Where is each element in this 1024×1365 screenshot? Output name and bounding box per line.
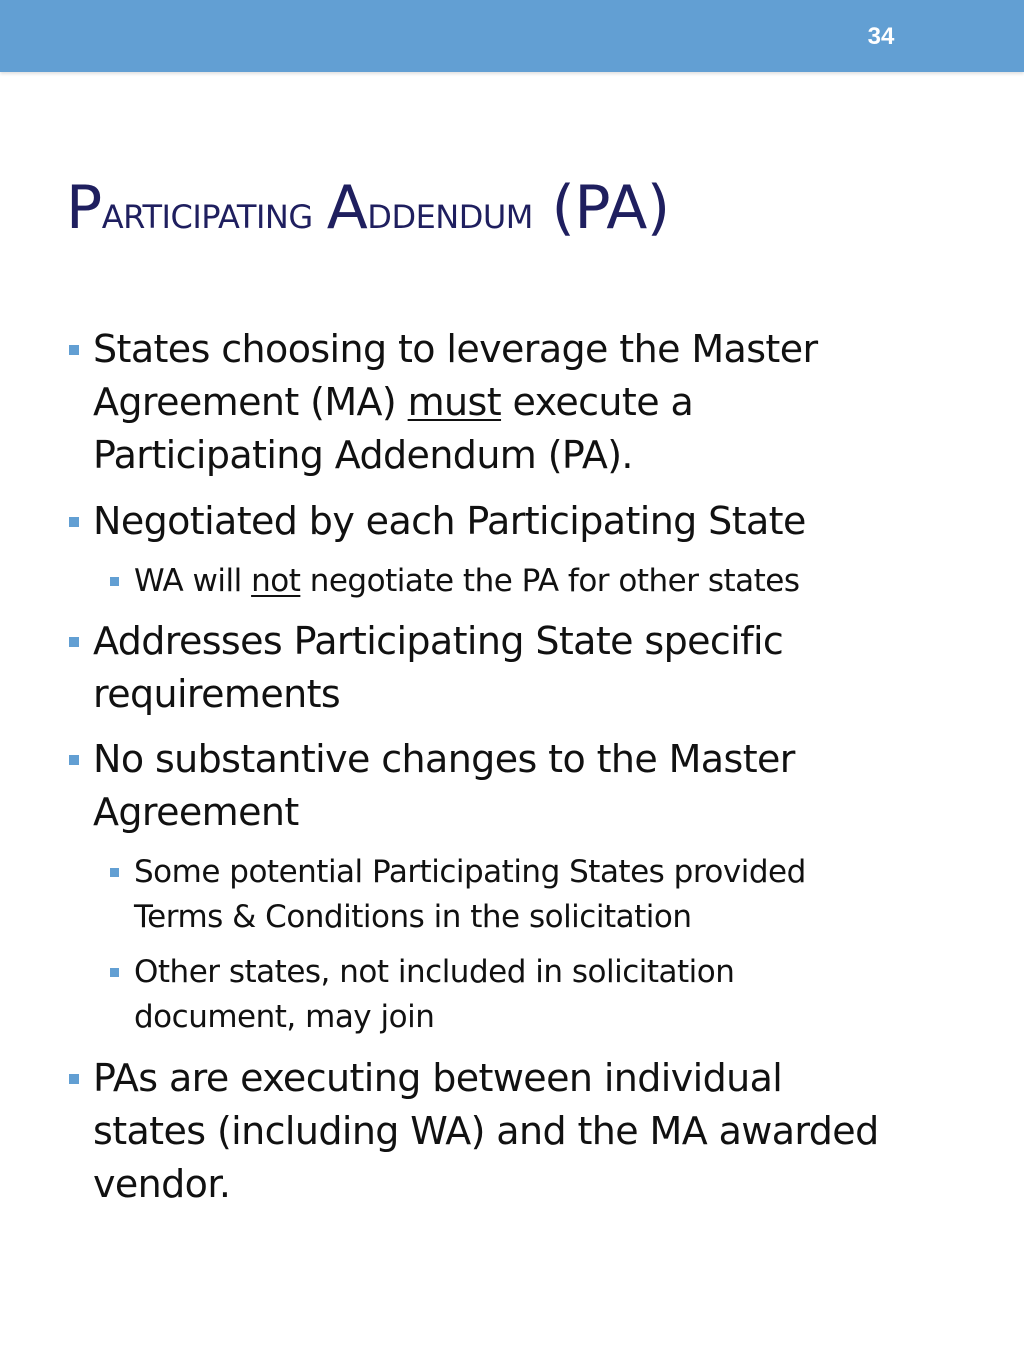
bullet-line: Other states, not included in solicitation: [134, 954, 735, 990]
title-initial-a: A: [326, 173, 368, 243]
title-word-participating: articipating: [101, 185, 313, 239]
bullet-line: Agreement: [93, 790, 299, 834]
square-bullet-icon: [110, 868, 119, 877]
underlined-word: must: [407, 380, 502, 424]
bullet-line: states (including WA) and the MA awarded: [93, 1109, 879, 1153]
square-bullet-icon: [110, 577, 119, 586]
slide-number: 34: [867, 23, 895, 50]
title-word-addendum: ddendum: [367, 185, 533, 239]
bullet-line: States choosing to leverage the Master: [93, 327, 818, 371]
bullet-line: requirements: [93, 672, 341, 716]
bullet-line: No substantive changes to the Master: [93, 737, 795, 781]
bullet-text: [93, 1052, 879, 1211]
bullet-line: vendor.: [93, 1162, 231, 1206]
bullet-line: [93, 376, 818, 429]
bullet-text: [93, 733, 795, 839]
title-space: [313, 185, 327, 239]
underlined-word: not: [251, 563, 301, 599]
slide-title: [66, 168, 986, 252]
text-segment: Agreement (MA): [93, 380, 408, 424]
bullet-line: Some potential Participating States provided: [134, 854, 806, 890]
square-bullet-icon: [110, 968, 119, 977]
bullet-line: Participating Addendum (PA).: [93, 433, 633, 477]
text-segment: WA will: [134, 563, 252, 599]
text-segment: negotiate the PA for other states: [300, 563, 800, 599]
bullet-line: Terms & Conditions in the solicitation: [134, 899, 692, 935]
header-bar: [0, 0, 1024, 72]
title-suffix-pa: (PA): [532, 173, 670, 243]
bullet-line: document, may join: [134, 999, 435, 1035]
square-bullet-icon: [69, 755, 79, 765]
square-bullet-icon: [69, 637, 79, 647]
square-bullet-icon: [69, 345, 79, 355]
bullet-line: PAs are executing between individual: [93, 1056, 783, 1100]
bullet-line: Negotiated by each Participating State: [93, 499, 806, 543]
sub-bullet-text: [134, 850, 806, 940]
square-bullet-icon: [69, 1074, 79, 1084]
text-segment: execute a: [501, 380, 694, 424]
bullet-text: [93, 615, 783, 721]
sub-bullet-text: [134, 950, 734, 1040]
bullet-line: [134, 559, 800, 604]
bullet-text: [93, 323, 818, 482]
bullet-line: Addresses Participating State specific: [93, 619, 784, 663]
bullet-text: [93, 495, 806, 548]
sub-bullet-text: [134, 559, 800, 604]
square-bullet-icon: [69, 517, 79, 527]
title-initial-p: P: [66, 173, 102, 243]
